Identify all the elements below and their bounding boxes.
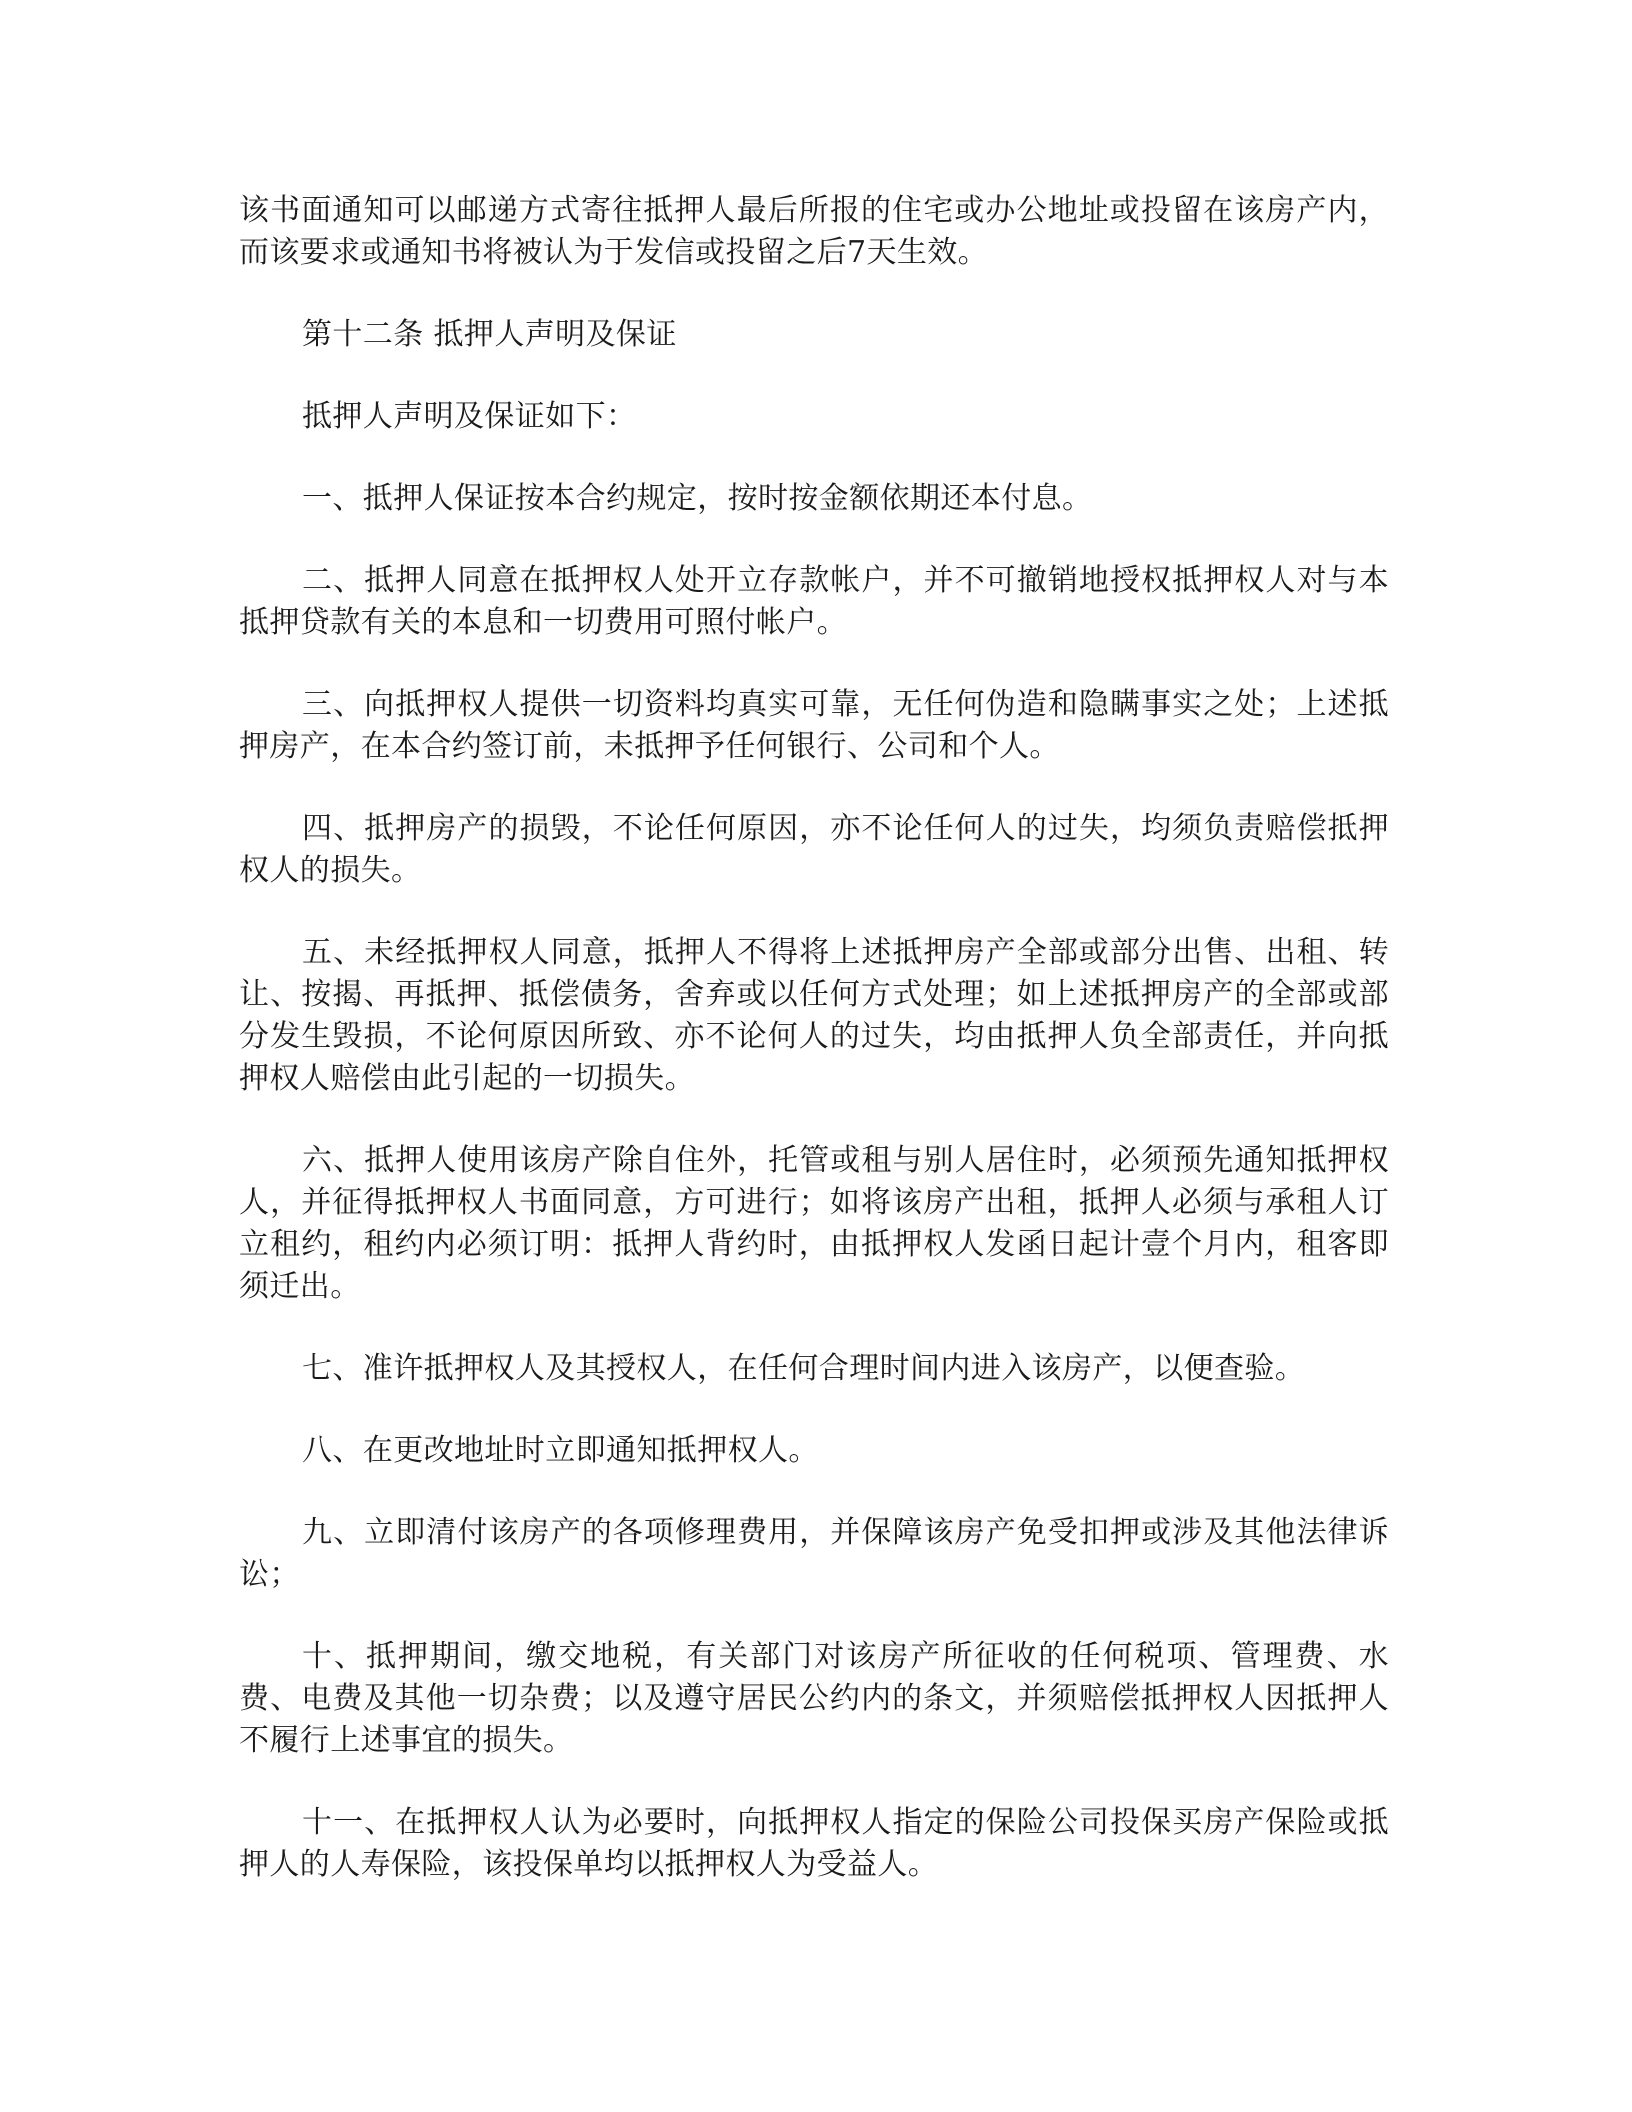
paragraph-notice-continuation: 该书面通知可以邮递方式寄往抵押人最后所报的住宅或办公地址或投留在该房产内，而该要求或通知书将被认为于发信或投留之后7天生效。 — [239, 193, 1389, 270]
clause-9: 九、立即清付该房产的各项修理费用，并保障该房产免受扣押或涉及其他法律诉讼； — [239, 1515, 1389, 1592]
clause-10: 十、抵押期间，缴交地税，有关部门对该房产所征收的任何税项、管理费、水费、电费及其他一切杂费；以及遵守居民公约内的条文，并须赔偿抵押权人因抵押人不履行上述事宜的损失。 — [239, 1639, 1389, 1758]
document-page — [239, 190, 1389, 1926]
clause-2: 二、抵押人同意在抵押权人处开立存款帐户，并不可撤销地授权抵押权人对与本抵押贷款有关的本息和一切费用可照付帐户。 — [239, 563, 1389, 640]
article-heading: 第十二条 抵押人声明及保证 — [302, 317, 677, 352]
clause-8: 八、在更改地址时立即通知抵押权人。 — [302, 1433, 819, 1468]
clause-4: 四、抵押房产的损毁，不论任何原因，亦不论任何人的过失，均须负责赔偿抵押权人的损失。 — [239, 811, 1389, 888]
clause-5: 五、未经抵押权人同意，抵押人不得将上述抵押房产全部或部分出售、出租、转让、按揭、再抵押、抵偿债务，舍弃或以任何方式处理；如上述抵押房产的全部或部分发生毁损，不论何原因所致、亦不论何人的过失，均由抵押人负全部责任，并向抵押权人赔偿由此引起的一切损失。 — [239, 935, 1389, 1096]
clause-6: 六、抵押人使用该房产除自住外，托管或租与别人居住时，必须预先通知抵押权人，并征得抵押权人书面同意，方可进行；如将该房产出租，抵押人必须与承租人订立租约，租约内必须订明：抵押人背约时，由抵押权人发函日起计壹个月内，租客即须迁出。 — [239, 1143, 1389, 1304]
clause-1: 一、抵押人保证按本合约规定，按时按金额依期还本付息。 — [302, 481, 1093, 516]
clause-7: 七、准许抵押权人及其授权人，在任何合理时间内进入该房产，以便查验。 — [302, 1351, 1306, 1386]
clause-11: 十一、在抵押权人认为必要时，向抵押权人指定的保险公司投保买房产保险或抵押人的人寿保险，该投保单均以抵押权人为受益人。 — [239, 1805, 1389, 1882]
paragraph-intro: 抵押人声明及保证如下： — [302, 399, 637, 434]
clause-3: 三、向抵押权人提供一切资料均真实可靠，无任何伪造和隐瞒事实之处；上述抵押房产，在本合约签订前，未抵押予任何银行、公司和个人。 — [239, 687, 1389, 764]
